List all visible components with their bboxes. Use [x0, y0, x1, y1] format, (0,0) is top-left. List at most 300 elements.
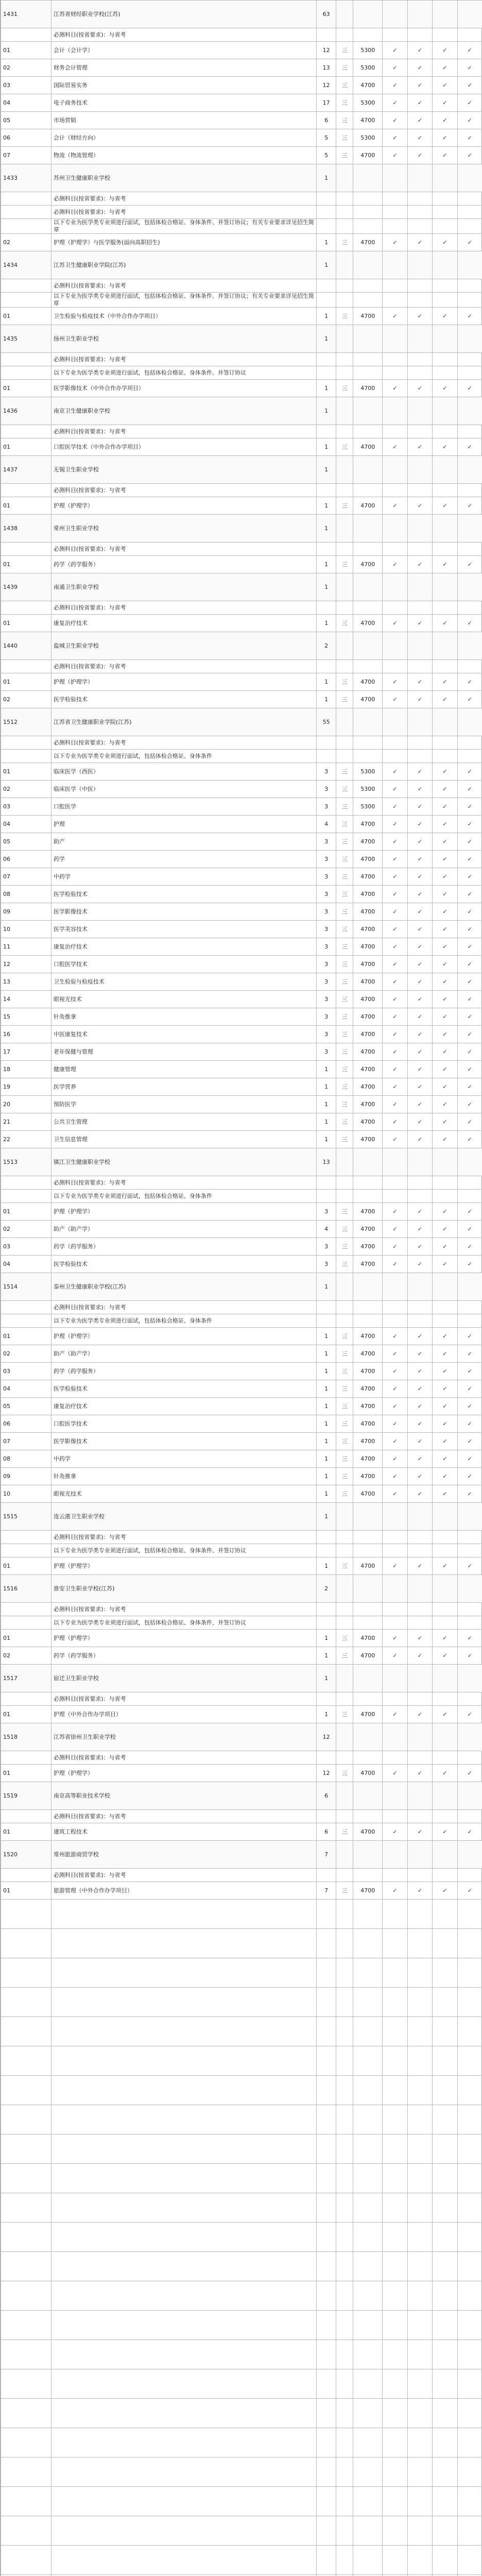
row-tuition — [353, 660, 383, 673]
row-plan-count: 1 — [317, 691, 336, 708]
row-code: 01 — [1, 1765, 51, 1782]
row-code — [1, 1531, 51, 1544]
empty-cell — [383, 2458, 407, 2487]
major-row — [1, 1131, 482, 1148]
row-code — [1, 28, 51, 42]
row-duration: 三 — [336, 1468, 353, 1485]
empty-cell — [457, 2134, 482, 2164]
empty-cell — [1, 2458, 51, 2487]
check-mark-icon — [457, 660, 482, 673]
major-row — [1, 112, 482, 129]
check-mark-icon: ✓ — [457, 615, 482, 632]
empty-cell — [457, 2223, 482, 2252]
check-mark-icon: ✓ — [383, 1328, 407, 1345]
row-tuition — [353, 1301, 383, 1314]
row-tuition: 4700 — [353, 234, 383, 251]
check-mark-icon: ✓ — [407, 147, 432, 164]
row-plan-count: 2 — [317, 1575, 336, 1603]
row-code — [1, 1314, 51, 1328]
row-plan-count: 1 — [317, 1096, 336, 1113]
check-mark-icon: ✓ — [383, 1238, 407, 1256]
check-mark-icon: ✓ — [457, 1221, 482, 1238]
row-duration: 三 — [336, 1238, 353, 1256]
row-plan-count: 1 — [317, 1433, 336, 1450]
row-name: 常州旅游商贸学校 — [51, 1841, 316, 1869]
check-mark-icon: ✓ — [407, 112, 432, 129]
check-mark-icon: ✓ — [433, 921, 457, 938]
row-code: 14 — [1, 991, 51, 1008]
check-mark-icon — [407, 1869, 432, 1882]
major-row — [1, 1221, 482, 1238]
row-plan-count: 3 — [317, 903, 336, 921]
row-name: 泰州卫生健康职业学校(江苏) — [51, 1273, 316, 1301]
school-row — [1, 1273, 482, 1301]
row-code: 01 — [1, 497, 51, 515]
row-duration — [336, 425, 353, 438]
check-mark-icon: ✓ — [383, 1345, 407, 1363]
row-tuition: 4700 — [353, 938, 383, 956]
check-mark-icon: ✓ — [457, 556, 482, 573]
row-name: 以下专业为医学类专业须进行面试，包括体检合格证、身体条件、并签订协议；有关专业要求详见招生简章 — [51, 293, 316, 308]
row-code: 18 — [1, 1061, 51, 1078]
row-plan-count — [317, 366, 336, 380]
row-duration — [336, 708, 353, 736]
empty-cell — [383, 2223, 407, 2252]
empty-cell — [353, 2252, 383, 2281]
row-tuition: 5300 — [353, 781, 383, 798]
check-mark-icon: ✓ — [383, 781, 407, 798]
row-name: 预防医学 — [51, 1096, 316, 1113]
check-mark-icon — [407, 543, 432, 556]
check-mark-icon — [433, 397, 457, 425]
row-name: 卫生检验与检疫技术 — [51, 973, 316, 991]
empty-cell — [317, 1900, 336, 1929]
check-mark-icon — [457, 251, 482, 279]
row-name: 江苏省卫生健康职业学院(江苏) — [51, 708, 316, 736]
note-row — [1, 750, 482, 763]
check-mark-icon — [407, 632, 432, 660]
row-plan-count: 12 — [317, 1723, 336, 1751]
row-code — [1, 1751, 51, 1765]
row-tuition: 4700 — [353, 833, 383, 851]
empty-cell — [353, 2458, 383, 2487]
row-plan-count: 3 — [317, 1008, 336, 1026]
check-mark-icon: ✓ — [457, 1882, 482, 1900]
check-mark-icon: ✓ — [433, 94, 457, 112]
row-duration: 三 — [336, 308, 353, 325]
row-name: 必测科目(按省要求)：与省考 — [51, 425, 316, 438]
check-mark-icon: ✓ — [407, 1415, 432, 1433]
check-mark-icon: ✓ — [407, 1765, 432, 1782]
empty-cell — [407, 2134, 432, 2164]
empty-cell — [353, 1929, 383, 1958]
empty-cell — [407, 2399, 432, 2428]
row-plan-count — [317, 484, 336, 497]
row-plan-count — [317, 660, 336, 673]
check-mark-icon: ✓ — [383, 1765, 407, 1782]
row-code: 02 — [1, 234, 51, 251]
row-name: 必测科目(按省要求)：与省考 — [51, 28, 316, 42]
row-duration: 三 — [336, 1647, 353, 1665]
check-mark-icon — [407, 1782, 432, 1810]
row-plan-count: 2 — [317, 632, 336, 660]
row-name: 必测科目(按省要求)：与省考 — [51, 1176, 316, 1190]
check-mark-icon: ✓ — [457, 781, 482, 798]
note-row — [1, 279, 482, 293]
row-tuition — [353, 736, 383, 750]
empty-cell — [353, 2017, 383, 2046]
check-mark-icon — [457, 28, 482, 42]
row-duration — [336, 1723, 353, 1751]
empty-row — [1, 2017, 482, 2046]
check-mark-icon: ✓ — [407, 308, 432, 325]
row-duration: 三 — [336, 991, 353, 1008]
check-mark-icon — [407, 1544, 432, 1557]
check-mark-icon: ✓ — [433, 1113, 457, 1131]
empty-cell — [457, 2340, 482, 2369]
row-tuition — [353, 1531, 383, 1544]
check-mark-icon — [407, 1723, 432, 1751]
empty-cell — [407, 2516, 432, 2546]
row-tuition — [353, 192, 383, 206]
row-tuition: 4700 — [353, 112, 383, 129]
check-mark-icon: ✓ — [383, 1485, 407, 1503]
row-duration: 三 — [336, 59, 353, 77]
row-plan-count — [317, 1190, 336, 1203]
row-name: 护理（护理学） — [51, 1203, 316, 1221]
row-plan-count: 3 — [317, 798, 336, 816]
row-name: 护理（护理学） — [51, 1630, 316, 1647]
check-mark-icon: ✓ — [383, 59, 407, 77]
check-mark-icon — [457, 279, 482, 293]
row-tuition: 4700 — [353, 1485, 383, 1503]
row-code: 09 — [1, 1468, 51, 1485]
check-mark-icon: ✓ — [383, 380, 407, 397]
check-mark-icon: ✓ — [433, 42, 457, 59]
empty-cell — [383, 2252, 407, 2281]
row-plan-count: 1 — [317, 1647, 336, 1665]
check-mark-icon: ✓ — [383, 1647, 407, 1665]
check-mark-icon: ✓ — [433, 615, 457, 632]
check-mark-icon: ✓ — [383, 77, 407, 94]
row-duration — [336, 293, 353, 308]
major-row — [1, 42, 482, 59]
check-mark-icon — [407, 325, 432, 353]
row-code: 01 — [1, 673, 51, 691]
row-code: 03 — [1, 1238, 51, 1256]
empty-cell — [433, 2046, 457, 2076]
check-mark-icon: ✓ — [407, 816, 432, 833]
row-plan-count — [317, 1810, 336, 1823]
row-duration: 三 — [336, 1765, 353, 1782]
row-plan-count: 1 — [317, 438, 336, 456]
note-row — [1, 736, 482, 750]
check-mark-icon — [383, 1148, 407, 1176]
row-plan-count: 1 — [317, 397, 336, 425]
row-tuition: 5300 — [353, 798, 383, 816]
row-name: 南通卫生职业学校 — [51, 573, 316, 601]
empty-cell — [383, 2046, 407, 2076]
check-mark-icon: ✓ — [457, 886, 482, 903]
row-duration — [336, 1314, 353, 1328]
check-mark-icon: ✓ — [457, 1131, 482, 1148]
row-name: 淮安卫生职业学校(江苏) — [51, 1575, 316, 1603]
check-mark-icon: ✓ — [433, 1221, 457, 1238]
empty-cell — [353, 2046, 383, 2076]
row-code: 1515 — [1, 1503, 51, 1531]
row-plan-count: 1 — [317, 1665, 336, 1692]
row-name: 镇江卫生健康职业学校 — [51, 1148, 316, 1176]
major-row — [1, 1380, 482, 1398]
row-name: 医学检验技术 — [51, 691, 316, 708]
row-tuition — [353, 1273, 383, 1301]
empty-cell — [336, 2399, 353, 2428]
empty-cell — [1, 1929, 51, 1958]
check-mark-icon: ✓ — [407, 129, 432, 147]
check-mark-icon: ✓ — [457, 1043, 482, 1061]
check-mark-icon — [433, 366, 457, 380]
empty-cell — [407, 1958, 432, 1988]
row-tuition — [353, 1616, 383, 1630]
empty-cell — [407, 2105, 432, 2134]
row-duration — [336, 1782, 353, 1810]
row-plan-count — [317, 1544, 336, 1557]
empty-cell — [336, 2105, 353, 2134]
check-mark-icon: ✓ — [407, 1450, 432, 1468]
major-row — [1, 1706, 482, 1723]
check-mark-icon: ✓ — [407, 1238, 432, 1256]
empty-cell — [336, 2076, 353, 2105]
check-mark-icon — [457, 1841, 482, 1869]
empty-cell — [383, 2134, 407, 2164]
check-mark-icon: ✓ — [433, 1415, 457, 1433]
check-mark-icon — [457, 750, 482, 763]
check-mark-icon — [433, 456, 457, 484]
check-mark-icon — [433, 708, 457, 736]
row-duration: 三 — [336, 886, 353, 903]
check-mark-icon: ✓ — [407, 1328, 432, 1345]
row-tuition — [353, 515, 383, 543]
check-mark-icon: ✓ — [457, 112, 482, 129]
empty-cell — [457, 2252, 482, 2281]
check-mark-icon: ✓ — [383, 956, 407, 973]
check-mark-icon: ✓ — [433, 886, 457, 903]
empty-cell — [317, 2134, 336, 2164]
empty-cell — [1, 2311, 51, 2340]
check-mark-icon: ✓ — [457, 1706, 482, 1723]
check-mark-icon: ✓ — [383, 851, 407, 868]
check-mark-icon — [433, 293, 457, 308]
row-plan-count: 1 — [317, 1363, 336, 1380]
row-code: 01 — [1, 556, 51, 573]
row-code: 12 — [1, 956, 51, 973]
check-mark-icon — [407, 660, 432, 673]
major-row — [1, 59, 482, 77]
check-mark-icon: ✓ — [407, 615, 432, 632]
check-mark-icon: ✓ — [433, 1706, 457, 1723]
check-mark-icon — [383, 219, 407, 234]
row-tuition — [353, 1575, 383, 1603]
row-name: 护理（护理学）与医学服务(面向高职招生) — [51, 234, 316, 251]
row-duration: 三 — [336, 1113, 353, 1131]
empty-cell — [457, 2164, 482, 2193]
row-code — [1, 192, 51, 206]
empty-cell — [336, 1929, 353, 1958]
check-mark-icon — [407, 251, 432, 279]
check-mark-icon — [433, 164, 457, 192]
check-mark-icon: ✓ — [433, 77, 457, 94]
row-plan-count: 1 — [317, 1503, 336, 1531]
check-mark-icon: ✓ — [433, 973, 457, 991]
check-mark-icon — [457, 1190, 482, 1203]
empty-cell — [1, 2017, 51, 2046]
empty-cell — [433, 2134, 457, 2164]
empty-cell — [317, 2428, 336, 2458]
check-mark-icon: ✓ — [383, 938, 407, 956]
row-tuition: 5300 — [353, 763, 383, 781]
row-duration — [336, 1148, 353, 1176]
check-mark-icon — [433, 1314, 457, 1328]
row-duration: 三 — [336, 798, 353, 816]
check-mark-icon: ✓ — [383, 1221, 407, 1238]
check-mark-icon: ✓ — [383, 234, 407, 251]
check-mark-icon: ✓ — [383, 673, 407, 691]
check-mark-icon: ✓ — [457, 1647, 482, 1665]
check-mark-icon — [407, 1314, 432, 1328]
empty-row — [1, 1929, 482, 1958]
row-plan-count: 1 — [317, 456, 336, 484]
row-name: 医学检验技术 — [51, 886, 316, 903]
check-mark-icon: ✓ — [407, 1203, 432, 1221]
check-mark-icon — [383, 1603, 407, 1616]
row-name: 药学 — [51, 851, 316, 868]
empty-cell — [383, 2546, 407, 2575]
school-row — [1, 1665, 482, 1692]
row-code: 07 — [1, 868, 51, 886]
check-mark-icon: ✓ — [433, 1096, 457, 1113]
check-mark-icon: ✓ — [383, 1823, 407, 1841]
major-row — [1, 921, 482, 938]
row-tuition — [353, 1, 383, 28]
empty-cell — [353, 2399, 383, 2428]
empty-cell — [433, 2164, 457, 2193]
empty-cell — [457, 2076, 482, 2105]
empty-cell — [407, 2046, 432, 2076]
row-duration: 三 — [336, 556, 353, 573]
check-mark-icon: ✓ — [433, 1078, 457, 1096]
empty-cell — [51, 2399, 316, 2428]
check-mark-icon — [433, 1176, 457, 1190]
check-mark-icon: ✓ — [383, 497, 407, 515]
empty-cell — [51, 2458, 316, 2487]
row-name: 南京卫生健康职业学校 — [51, 397, 316, 425]
check-mark-icon: ✓ — [433, 781, 457, 798]
note-row — [1, 1544, 482, 1557]
row-duration: 三 — [336, 1433, 353, 1450]
row-name: 必测科目(按省要求)：与省考 — [51, 192, 316, 206]
major-row — [1, 94, 482, 112]
empty-cell — [383, 2105, 407, 2134]
check-mark-icon: ✓ — [433, 1026, 457, 1043]
check-mark-icon: ✓ — [407, 1485, 432, 1503]
row-name: 常州卫生职业学校 — [51, 515, 316, 543]
row-duration: 三 — [336, 1256, 353, 1273]
row-plan-count: 3 — [317, 1256, 336, 1273]
school-row — [1, 708, 482, 736]
check-mark-icon — [383, 325, 407, 353]
note-row — [1, 543, 482, 556]
check-mark-icon: ✓ — [383, 308, 407, 325]
check-mark-icon: ✓ — [433, 1043, 457, 1061]
check-mark-icon: ✓ — [457, 1823, 482, 1841]
row-duration — [336, 1503, 353, 1531]
check-mark-icon: ✓ — [457, 1433, 482, 1450]
row-tuition: 4700 — [353, 1256, 383, 1273]
empty-cell — [51, 2046, 316, 2076]
major-row — [1, 1345, 482, 1363]
row-plan-count: 1 — [317, 308, 336, 325]
check-mark-icon: ✓ — [433, 1630, 457, 1647]
empty-cell — [51, 2487, 316, 2516]
row-tuition: 4700 — [353, 868, 383, 886]
row-code: 01 — [1, 763, 51, 781]
check-mark-icon: ✓ — [383, 147, 407, 164]
row-name: 助产（助产学） — [51, 1221, 316, 1238]
row-code: 01 — [1, 1706, 51, 1723]
row-duration — [336, 750, 353, 763]
check-mark-icon: ✓ — [433, 1557, 457, 1575]
empty-cell — [51, 2017, 316, 2046]
row-code: 1438 — [1, 515, 51, 543]
check-mark-icon — [433, 1665, 457, 1692]
row-code: 01 — [1, 1328, 51, 1345]
check-mark-icon — [457, 1531, 482, 1544]
row-plan-count: 7 — [317, 1882, 336, 1900]
check-mark-icon: ✓ — [383, 798, 407, 816]
check-mark-icon — [383, 1665, 407, 1692]
check-mark-icon — [457, 1723, 482, 1751]
row-name: 医学检验技术 — [51, 1380, 316, 1398]
check-mark-icon — [457, 1148, 482, 1176]
major-row — [1, 1203, 482, 1221]
check-mark-icon: ✓ — [433, 1363, 457, 1380]
row-duration: 三 — [336, 234, 353, 251]
check-mark-icon — [433, 1190, 457, 1203]
row-name: 卫生信息管理 — [51, 1131, 316, 1148]
row-tuition — [353, 206, 383, 219]
check-mark-icon: ✓ — [383, 1203, 407, 1221]
check-mark-icon — [433, 1869, 457, 1882]
empty-row — [1, 2399, 482, 2428]
major-row — [1, 1238, 482, 1256]
check-mark-icon — [407, 1751, 432, 1765]
row-name: 必测科目(按省要求)：与省考 — [51, 1692, 316, 1706]
row-tuition — [353, 1692, 383, 1706]
check-mark-icon: ✓ — [433, 380, 457, 397]
row-tuition: 4700 — [353, 615, 383, 632]
row-name: 医学检验技术 — [51, 1256, 316, 1273]
major-row — [1, 1061, 482, 1078]
major-row — [1, 1008, 482, 1026]
check-mark-icon: ✓ — [433, 59, 457, 77]
row-code: 02 — [1, 781, 51, 798]
check-mark-icon — [407, 192, 432, 206]
major-row — [1, 781, 482, 798]
check-mark-icon — [457, 1692, 482, 1706]
row-plan-count: 55 — [317, 708, 336, 736]
row-plan-count: 6 — [317, 1823, 336, 1841]
check-mark-icon: ✓ — [383, 763, 407, 781]
